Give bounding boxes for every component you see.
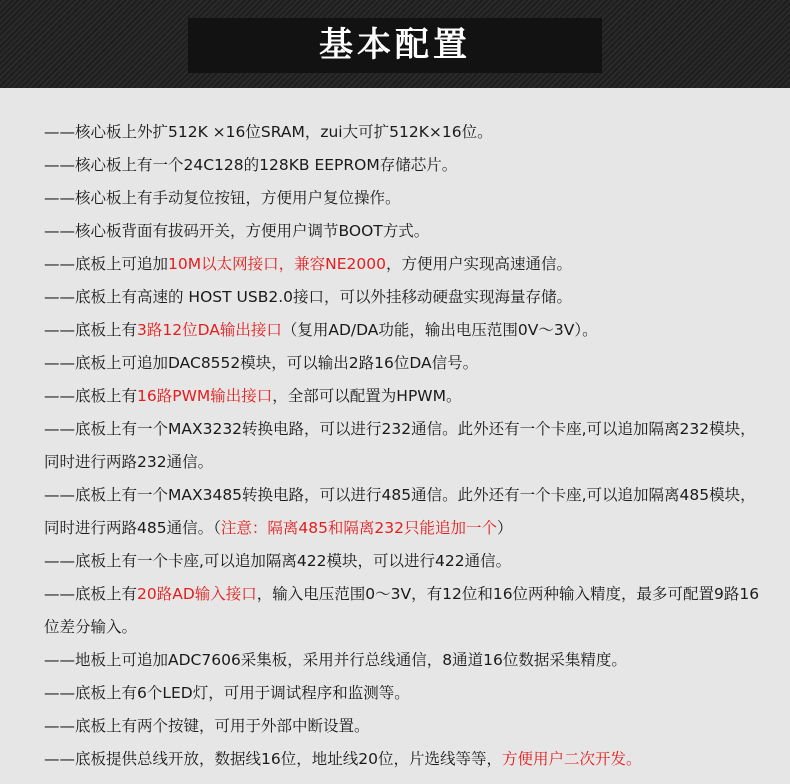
feature-line (44, 248, 766, 281)
feature-text: ——核心板上有手动复位按钮，方便用户复位操作。 (44, 189, 401, 207)
feature-text: ——核心板上外扩512K ×16位SRAM，zui大可扩512K×16位。 (44, 123, 493, 141)
feature-text: ，输入电压范围0～3V，有12位和16位两种输入精度，最多可配置9路16位差分输入。 (44, 585, 760, 636)
feature-text: ——底板提供总线开放，数据线16位，地址线20位，片选线等等， (44, 750, 502, 768)
feature-text: ——核心板上有一个24C128的128KB EEPROM存储芯片。 (44, 156, 458, 174)
feature-line (44, 314, 766, 347)
feature-line (44, 215, 766, 248)
feature-text: ——底板上有两个按键，可用于外部中断设置。 (44, 717, 370, 735)
feature-line (44, 545, 766, 578)
feature-line (44, 479, 766, 545)
highlight-text: 3路12位DA输出接口 (137, 321, 282, 339)
feature-text: ，全部可以配置为HPWM。 (272, 387, 462, 405)
feature-text: ——地板上可追加ADC7606采集板，采用并行总线通信，8通道16位数据采集精度。 (44, 651, 627, 669)
feature-text: ——底板上有 (44, 387, 138, 405)
feature-text: ，方便用户实现高速通信。 (385, 255, 572, 273)
feature-text: ——底板上有一个MAX3485转换电路，可以进行485通信。此外还有一个卡座,可以追加隔离485模块，同时进行两路485通信。（ (44, 486, 756, 537)
feature-text: ——底板上有 (44, 585, 138, 603)
feature-text: ——底板上有高速的 HOST USB2.0接口，可以外挂移动硬盘实现海量存储。 (44, 288, 572, 306)
feature-line (44, 182, 766, 215)
feature-line (44, 710, 766, 743)
feature-text: ——底板上有一个卡座,可以追加隔离422模块，可以进行422通信。 (44, 552, 512, 570)
feature-text: （复用AD/DA功能，输出电压范围0V～3V）。 (281, 321, 598, 339)
feature-text: ——核心板背面有拔码开关，方便用户调节BOOT方式。 (44, 222, 430, 240)
title-box (188, 18, 602, 73)
feature-line (44, 149, 766, 182)
feature-text: ——底板上有6个LED灯，可用于调试程序和监测等。 (44, 684, 410, 702)
feature-text: ——底板上有一个MAX3232转换电路，可以进行232通信。此外还有一个卡座,可以追加隔离232模块，同时进行两路232通信。 (44, 420, 756, 471)
feature-text: ——底板上可追加DAC8552模块，可以输出2路16位DA信号。 (44, 354, 479, 372)
feature-text: ——底板上可追加 (44, 255, 169, 273)
feature-line (44, 413, 766, 479)
feature-line (44, 380, 766, 413)
highlight-text: 16路PWM输出接口 (137, 387, 273, 405)
feature-line (44, 677, 766, 710)
feature-line (44, 578, 766, 644)
feature-line (44, 347, 766, 380)
highlight-text: 10M以太网接口，兼容NE2000 (168, 255, 386, 273)
header-banner (0, 0, 790, 88)
feature-line (44, 644, 766, 677)
highlight-text: 方便用户二次开发。 (501, 750, 642, 768)
page-title: 基本配置 (319, 25, 471, 65)
feature-list (44, 116, 766, 776)
feature-text: ） (497, 519, 513, 537)
highlight-text: 20路AD输入接口 (137, 585, 257, 603)
highlight-text: 注意：隔离485和隔离232只能追加一个 (220, 519, 498, 537)
feature-text: ——底板上有 (44, 321, 138, 339)
feature-line (44, 116, 766, 149)
feature-line (44, 281, 766, 314)
feature-line (44, 743, 766, 776)
